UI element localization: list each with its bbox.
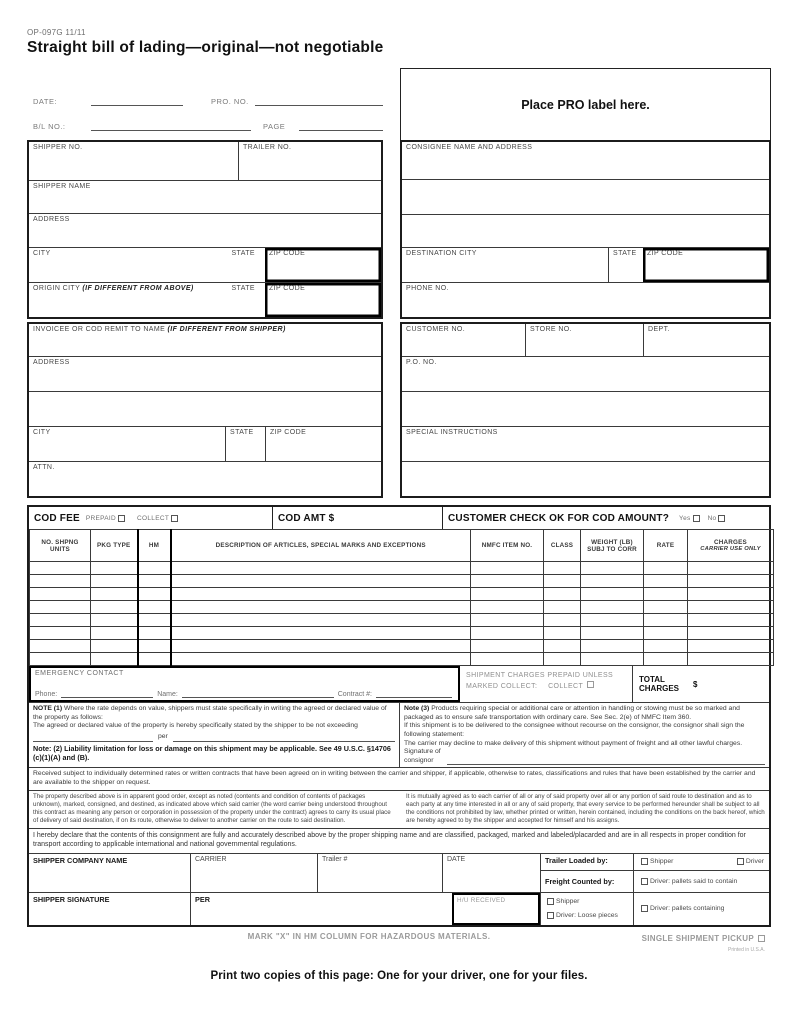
single-shipment-pickup [642,934,767,943]
total-charges-cell[interactable] [632,666,769,702]
date-field-label: DATE [447,855,466,863]
per-label: per [158,733,168,741]
legal-paragraphs [29,790,769,828]
dept-label: DEPT. [648,326,670,333]
invoicee-title-note: (IF DIFFERENT FROM SHIPPER) [167,326,286,333]
origin-city-label: ORIGIN CITY (IF DIFFERENT FROM ABOVE) [33,285,194,292]
page-field-line[interactable] [299,121,383,131]
shipper-block [27,140,383,319]
state-label: STATE [231,250,255,257]
freight-section [27,505,771,927]
freight-table-cell[interactable] [471,575,544,588]
freight-table-cell[interactable] [91,653,138,666]
shipment-charges-line2: MARKED COLLECT: [466,683,538,691]
col-header-rate: RATE [644,530,688,562]
city-label: CITY [33,429,51,436]
freight-table-cell[interactable] [171,575,471,588]
date-field[interactable] [442,854,540,892]
trailer-loaded-by-label: Trailer Loaded by: [545,855,608,865]
driver-pallets-said-label: Driver: pallets said to contain [650,877,738,885]
freight-table-cell[interactable] [644,640,688,653]
freight-table-cell[interactable] [30,588,91,601]
origin-zip-field[interactable] [265,283,381,317]
right-column [400,140,771,498]
freight-table-cell[interactable] [91,640,138,653]
col-header-weight: WEIGHT (LB) SUBJ TO CORR [581,530,644,562]
trailer-loaded-driver-label: Driver [745,858,764,865]
freight-table-cell[interactable] [688,588,774,601]
freight-table-cell[interactable] [581,653,644,666]
freight-table-cell[interactable] [30,601,91,614]
left-column [27,140,383,498]
freight-table-cell[interactable] [581,601,644,614]
received-subject-text: Received subject to individually determined rates or written contracts that have been agreed on in writing between the carrier and shipper, if applicable, otherwise to rates, classifications and rules that have been established by the carrier and are available to the shipper on request. [29,767,769,790]
emergency-phone-label: Phone: [35,691,58,698]
hm-column-note: MARK "X" IN HM COLUMN FOR HAZARDOUS MATERIALS. [247,931,491,941]
checkbox-prepaid[interactable] [118,515,125,522]
emergency-contact-label: EMERGENCY CONTACT [35,670,124,677]
freight-table-cell[interactable] [471,601,544,614]
checkbox-trailer-loaded-driver[interactable] [737,858,744,865]
zip-code-label: ZIP CODE [269,250,306,257]
cod-fee-label: COD FEE [34,512,80,524]
checkbox-driver-pallets-containing[interactable] [641,905,648,912]
collect-option-label: COLLECT [548,683,584,691]
decline-text: The carrier may decline to make delivery of this shipment without payment of freight and all other lawful charges. [404,739,743,747]
freight-table-cell[interactable] [471,640,544,653]
freight-table-cell[interactable] [581,588,644,601]
freight-table-row [30,601,774,614]
freight-table-cell[interactable] [138,575,171,588]
customer-check-cell [442,507,769,529]
freight-table-cell[interactable] [171,653,471,666]
emergency-name-label: Name: [157,691,178,698]
freight-counted-shipper-label: Shipper [556,898,580,905]
consignor-signature-line[interactable] [447,755,765,765]
trailer-label: Trailer # [322,855,348,863]
freight-table-cell[interactable] [688,640,774,653]
charges-sub-label: CARRIER USE ONLY [700,546,761,552]
notes-row [29,702,769,767]
state-label: STATE [231,285,255,292]
freight-table-row [30,588,774,601]
yes-label: Yes [679,514,691,522]
checkbox-driver-loose-pieces[interactable] [547,912,554,919]
cod-amt-label: COD AMT $ [278,512,335,524]
destination-city-field[interactable] [402,248,608,282]
col-header-charges: CHARGES CARRIER USE ONLY [688,530,774,562]
freight-table-cell[interactable] [30,640,91,653]
freight-table-cell[interactable] [544,640,581,653]
single-pickup-label: SINGLE SHIPMENT PICKUP [641,933,754,943]
po-no2-field[interactable] [402,392,769,426]
hu-received-label: H/U RECEIVED [457,896,506,904]
freight-table-cell[interactable] [644,588,688,601]
per-field-label: PER [195,894,211,904]
freight-table-cell[interactable] [138,614,171,627]
pro-label-box[interactable] [400,68,771,140]
emergency-contract-line[interactable] [376,688,452,698]
freight-table-cell[interactable] [171,601,471,614]
freight-table-cell[interactable] [30,614,91,627]
destination-zip-field[interactable] [643,248,769,282]
origin-city-note: (IF DIFFERENT FROM ABOVE) [82,285,194,292]
freight-table-cell[interactable] [688,627,774,640]
address-label: ADDRESS [33,359,70,366]
col-header-hm: HM [138,530,171,562]
note1-label: NOTE (1) [33,705,63,712]
printed-in-usa: Printed in U.S.A. [728,946,765,953]
invoicee-zip-field[interactable] [265,427,381,461]
consignee-label: CONSIGNEE NAME AND ADDRESS [406,144,533,151]
col-header-class: CLASS [544,530,581,562]
col-header-nmfc: NMFC ITEM NO. [471,530,544,562]
pro-no-field-line[interactable] [255,96,383,106]
checkbox-driver-pallets-said[interactable] [641,878,648,885]
freight-table-cell[interactable] [171,588,471,601]
freight-table-cell[interactable] [30,627,91,640]
store-no-field[interactable] [525,324,643,356]
trailer-field[interactable] [317,854,442,892]
freight-table-cell[interactable] [91,627,138,640]
store-no-label: STORE NO. [530,326,572,333]
shipment-charges-line1: SHIPMENT CHARGES PREPAID UNLESS [466,672,614,679]
shipper-signature-field[interactable] [29,893,190,925]
freight-table-cell[interactable] [544,588,581,601]
invoicee-address-field[interactable] [29,357,381,391]
trailer-loaded-shipper-label: Shipper [650,858,674,865]
total-charges-label: TOTAL CHARGES [639,674,680,693]
emergency-charges-row [29,666,769,702]
driver-loose-pieces-label: Driver: Loose pieces [556,912,618,919]
col-header-description: DESCRIPTION OF ARTICLES, SPECIAL MARKS AND EXCEPTIONS [171,530,471,562]
note2-text: Note: (2) Liability limitation for loss or damage on this shipment may be applicable. See 49 U.S.C. §14706 (c)(1)(A) and (B). [33,744,391,763]
freight-counted-options-right [633,893,769,925]
freight-table-cell[interactable] [471,627,544,640]
emergency-name-line[interactable] [182,688,334,698]
zip-code-label: ZIP CODE [269,285,306,292]
freight-table-cell[interactable] [544,627,581,640]
checkbox-single-shipment-pickup[interactable] [758,935,765,942]
freight-table-cell[interactable] [544,614,581,627]
destination-city-label: DESTINATION CITY [406,250,477,257]
zip-code-label: ZIP CODE [647,250,684,257]
freight-table-cell[interactable] [91,588,138,601]
freight-table-cell[interactable] [644,627,688,640]
customer-no-label: CUSTOMER NO. [406,326,466,333]
freight-table-cell[interactable] [688,601,774,614]
bill-of-lading-form [27,28,771,982]
shipper-signature-label: SHIPPER SIGNATURE [33,894,110,904]
note3-text: Products requiring special or additional care or attention in handling or stowing must be so marked and packaged as to ensure safe transportation with ordinary care. See Sec. 2(e) of NMFC Item 360. [404,705,740,721]
consignee-block [400,140,771,319]
shipper-zip-field[interactable] [265,248,381,282]
emergency-contract-label: Contract #: [337,691,372,698]
freight-table-cell[interactable] [581,627,644,640]
invoicee-block [27,322,383,498]
bl-page-row [33,121,383,131]
state-label: STATE [613,250,637,257]
cod-row [29,507,769,529]
consignee-name-field[interactable] [402,142,769,179]
freight-table-cell[interactable] [138,627,171,640]
trailer-no-label: TRAILER NO. [243,144,292,151]
freight-table-row [30,575,774,588]
driver-pallets-containing-label: Driver: pallets containing [650,905,725,912]
freight-table-row [30,627,774,640]
shipper-no-label: SHIPPER NO. [33,144,83,151]
freight-table-cell[interactable] [581,614,644,627]
print-instruction: Print two copies of this page: One for your driver, one for your files. [210,969,588,982]
freight-table-cell[interactable] [30,575,91,588]
page-title: Straight bill of lading—original—not negotiable [27,39,384,56]
checkbox-cod-no[interactable] [718,515,725,522]
pro-label-text: Place PRO label here. [521,97,650,112]
invoicee-address2-field[interactable] [29,392,381,426]
shipper-name-label: SHIPPER NAME [33,183,91,190]
freight-table-row [30,614,774,627]
declared-value-line[interactable] [33,732,153,742]
hu-received-box[interactable] [452,893,540,925]
carrier-field[interactable] [190,854,317,892]
freight-table-cell[interactable] [91,562,138,575]
date-pro-row [33,96,383,106]
freight-table-cell[interactable] [138,653,171,666]
consignor-signature-label: Signature of consignor [404,748,441,764]
freight-table-cell[interactable] [644,614,688,627]
freight-table-cell[interactable] [544,653,581,666]
per-value-line[interactable] [173,732,395,742]
collect-label: COLLECT [137,514,170,522]
date-label: DATE: [33,97,58,106]
freight-table-cell[interactable] [688,575,774,588]
freight-table-cell[interactable] [30,562,91,575]
form-number: OP-097G 11/11 [27,28,86,37]
checkbox-cod-yes[interactable] [693,515,700,522]
freight-table-cell[interactable] [688,562,774,575]
freight-table [29,529,774,666]
freight-table-cell[interactable] [581,640,644,653]
freight-table-cell[interactable] [688,653,774,666]
freight-table-cell[interactable] [581,562,644,575]
attn-label: ATTN. [33,464,55,471]
freight-table-cell[interactable] [644,653,688,666]
freight-table-row [30,653,774,666]
customer-no-field[interactable] [402,324,525,356]
checkbox-collect[interactable] [171,515,178,522]
freight-table-cell[interactable] [171,627,471,640]
phone-no-field[interactable] [402,283,769,317]
note1-cell [29,703,400,767]
shipper-no-field[interactable] [29,142,238,180]
prepaid-label: PREPAID [85,514,117,522]
customer-block [400,322,771,498]
freight-counted-options-left [541,893,633,925]
freight-table-cell[interactable] [138,588,171,601]
invoicee-name-field[interactable] [29,324,381,356]
shipper-name-field[interactable] [29,181,381,213]
shipper-city-field[interactable] [29,248,265,282]
destination-state-field[interactable] [608,248,643,282]
shipper-company-name-field[interactable] [29,854,190,892]
page-label: PAGE [263,122,286,131]
no-label: No [707,514,717,522]
bl-no-label: B/L NO.: [33,122,66,131]
checkbox-freight-counted-shipper[interactable] [547,898,554,905]
freight-table-cell[interactable] [471,653,544,666]
address-blocks [27,140,771,498]
phone-no-label: PHONE NO. [406,285,449,292]
note1-text: Where the rate depends on value, shippers must state specifically in writing the agreed or declared value of the property as follows: [33,705,387,721]
emergency-contact-box [29,666,460,702]
freight-table-cell[interactable] [91,614,138,627]
special-instructions2-field[interactable] [402,462,769,496]
mutual-agreement-paragraph: It is mutually agreed as to each carrier of all or any of said property over all or any portion of said route to destination and as to each party at any time interested in all or any of said property, that every service to be performed hereunder shall be subject to all the conditions not prohibited by law, whether printed or written, herein contained, including the conditions on the back hereof, which are hereby agreed to by the shipper and accepted for himself and his assigns. [406,793,765,825]
currency-sign: $ [693,679,698,689]
date-field-line[interactable] [91,96,183,106]
freight-table-cell[interactable] [581,575,644,588]
freight-table-cell[interactable] [471,614,544,627]
freight-table-cell[interactable] [471,588,544,601]
shipper-address-field[interactable] [29,214,381,247]
form-footer [27,930,771,960]
freight-table-cell[interactable] [138,640,171,653]
freight-table-row [30,640,774,653]
cod-fee-cell [29,507,272,529]
trailer-no-field[interactable] [238,142,381,180]
address-label: ADDRESS [33,216,70,223]
bl-no-field-line[interactable] [91,121,251,131]
freight-table-cell[interactable] [544,575,581,588]
freight-table-row [30,562,774,575]
freight-table-cell[interactable] [644,562,688,575]
freight-table-cell[interactable] [91,601,138,614]
freight-table-cell[interactable] [544,601,581,614]
cod-amt-cell[interactable] [272,507,442,529]
declaration-text: I hereby declare that the contents of this consignment are fully and accurately described above by the proper shipping name and are classified, packaged, marked and labeled/placarded and are in all respects in proper condition for transport according to applicable international and national governmental regulations. [29,828,769,852]
carrier-label: CARRIER [195,855,227,863]
customer-check-label: CUSTOMER CHECK OK FOR COD AMOUNT? [448,512,670,524]
per-field[interactable] [190,893,452,925]
city-label: CITY [33,250,51,257]
shipper-company-name-label: SHIPPER COMPANY NAME [33,855,128,865]
special-instructions-field[interactable] [402,427,769,461]
dept-field[interactable] [643,324,769,356]
freight-table-cell[interactable] [91,575,138,588]
freight-table-cell[interactable] [644,601,688,614]
special-instructions-label: SPECIAL INSTRUCTIONS [406,429,498,436]
freight-table-cell[interactable] [171,562,471,575]
invoicee-title: INVOICEE OR COD REMIT TO NAME (IF DIFFERENT FROM SHIPPER) [33,326,286,333]
invoicee-city-field[interactable] [29,427,225,461]
freight-table-cell[interactable] [544,562,581,575]
trailer-loaded-options [633,854,769,870]
freight-table-cell[interactable] [138,601,171,614]
col-header-pkg-type: PKG TYPE [91,530,138,562]
consignee-address2-field[interactable] [402,180,769,214]
no-recourse-text: If this shipment is to be delivered to the consignee without recourse on the consignor, the consignor shall sign the following statement: [404,722,745,739]
freight-table-cell[interactable] [171,640,471,653]
shipment-charges-notice [460,666,632,702]
checkbox-collect-2[interactable] [587,681,594,688]
freight-table-cell[interactable] [138,562,171,575]
note1-text2: The agreed or declared value of the property is hereby specifically stated by the shipper to be not exceeding [33,722,358,730]
freight-counted-option-1 [633,871,769,892]
attn-field[interactable] [29,462,381,496]
freight-table-cell[interactable] [171,614,471,627]
consignee-address3-field[interactable] [402,215,769,247]
freight-table-header [30,530,774,562]
freight-table-cell[interactable] [471,562,544,575]
freight-table-cell[interactable] [688,614,774,627]
emergency-phone-line[interactable] [61,688,153,698]
origin-city-field[interactable] [29,283,265,317]
po-no-label: P.O. NO. [406,359,437,366]
state-label: STATE [230,429,254,436]
freight-counted-by-label: Freight Counted by: [545,876,615,886]
signature-block [29,853,769,925]
freight-table-body [30,562,774,666]
invoicee-state-field[interactable] [225,427,265,461]
form-header [27,28,771,140]
note3-cell [400,703,769,767]
freight-table-cell[interactable] [30,653,91,666]
zip-code-label: ZIP CODE [270,429,307,436]
col-header-shpng-units: NO. SHPNG UNITS [30,530,91,562]
property-paragraph: The property described above is in apparent good order, except as noted (contents and condition of contents of packages unknown), marked, consigned, and destined, as indicated above which said carrier (the word carrier being understood throughout this contract as meaning any person or corporation in possession of the property under the contract) agrees to carry its usual place of delivery of said destination, if on its route, otherwise to deliver to another carrier on the route to said destination. [33,793,391,825]
po-no-field[interactable] [402,357,769,391]
note3-label: Note (3) [404,705,430,712]
freight-table-cell[interactable] [644,575,688,588]
checkbox-trailer-loaded-shipper[interactable] [641,858,648,865]
pro-no-label: PRO. NO. [211,97,249,106]
